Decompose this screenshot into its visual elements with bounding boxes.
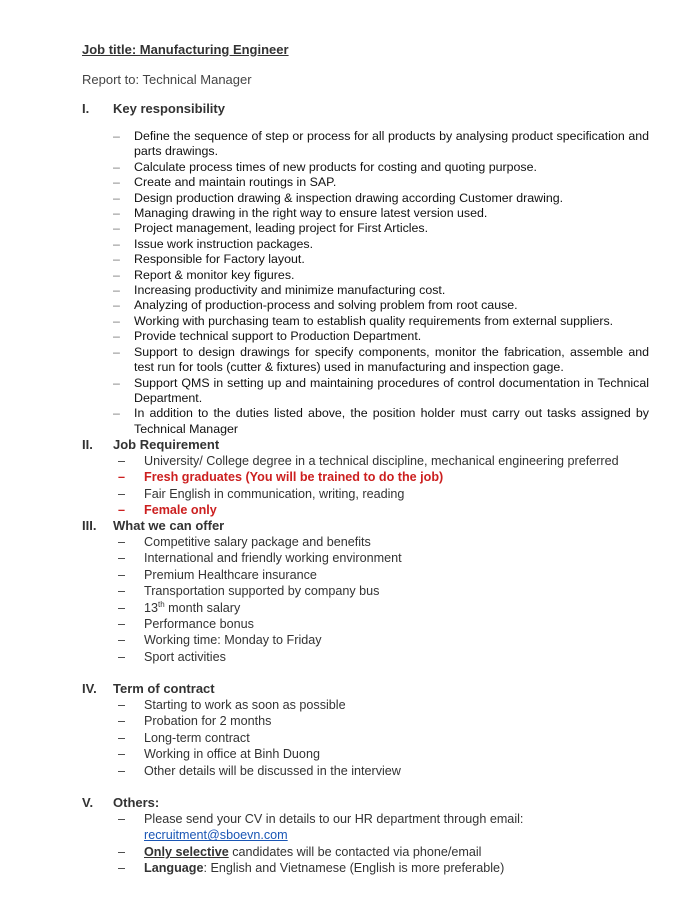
responsibility-item: – Create and maintain routings in SAP. [113,175,337,190]
list-item-highlight: – Female only [118,503,217,518]
responsibility-item: – Analyzing of production-process and solving problem from root cause. [113,298,518,313]
list-item: – Starting to work as soon as possible [118,698,346,712]
list-item: – Fair English in communication, writing, reading [118,486,405,501]
offer-list [118,534,638,665]
report-to: Report to: Technical Manager [82,72,252,87]
list-item: – Language: English and Vietnamese (English is more preferable) [118,861,505,876]
list-item: – Sport activities [118,649,226,664]
list-item-highlight: – Fresh graduates (You will be trained to do the job) [118,470,444,485]
responsibility-item: – Design production drawing & inspection drawing according Customer drawing. [113,190,564,205]
responsibility-list [113,129,649,437]
requirement-list [118,453,638,519]
responsibility-item: – Calculate process times of new products for costing and quoting purpose. [113,159,537,174]
responsibility-item: – Support to design drawings for specify components, monitor the fabrication, assemble and test run for tools (cutter & fixtures) used in manufacturing and inspection gage. [113,344,649,375]
responsibility-item: – In addition to the duties listed above, the position holder must carry out tasks assigned by Technical Manager [113,406,649,436]
list-item: – Other details will be discussed in the interview [118,763,401,778]
list-item: – Competitive salary package and benefits [118,535,371,549]
list-item: – Premium Healthcare insurance [118,567,317,582]
list-item: – Probation for 2 months [118,714,272,729]
list-item: – Please send your CV in details to our HR department through email: recruitment@sboevn.com [118,812,524,843]
list-item: – Long-term contract [118,730,250,745]
list-item: – Working in office at Binh Duong [118,747,320,762]
email-link[interactable]: recruitment@sboevn.com [144,828,288,843]
section-heading-offer: III. What we can offer [82,518,225,533]
list-item: – Performance bonus [118,617,254,632]
section-heading-contract: IV. Term of contract [82,681,215,696]
responsibility-item: – Project management, leading project for First Articles. [113,221,429,236]
list-item: – Only selective candidates will be contacted via phone/email [118,844,482,859]
section-heading-requirement: II. Job Requirement [82,437,220,452]
section-heading-responsibility: I. Key responsibility [82,101,225,116]
responsibility-item: – Provide technical support to Production Department. [113,329,422,344]
responsibility-item: – Issue work instruction packages. [113,236,314,251]
others-list [118,811,638,877]
responsibility-item: – Responsible for Factory layout. [113,252,305,267]
section-heading-others: V. Others: [82,795,160,810]
list-item: – Working time: Monday to Friday [118,633,322,648]
responsibility-item: – Managing drawing in the right way to ensure latest version used. [113,206,488,221]
responsibility-item: – Report & monitor key figures. [113,267,295,282]
responsibility-item: – Working with purchasing team to establish quality requirements from external suppliers. [113,313,614,328]
responsibility-item: – Support QMS in setting up and maintaining procedures of control documentation in Technical Department. [113,375,649,405]
responsibility-item: – Define the sequence of step or process for all products by analysing product specification and parts drawings. [113,129,649,159]
list-item: – Transportation supported by company bus [118,584,380,599]
job-title: Job title: Manufacturing Engineer [82,42,289,57]
contract-list [118,697,638,779]
list-item: – 13th month salary [118,599,241,615]
responsibility-item: – Increasing productivity and minimize manufacturing cost. [113,283,446,298]
list-item: – International and friendly working environment [118,551,402,566]
list-item: – University/ College degree in a technical discipline, mechanical engineering preferred [118,454,619,468]
